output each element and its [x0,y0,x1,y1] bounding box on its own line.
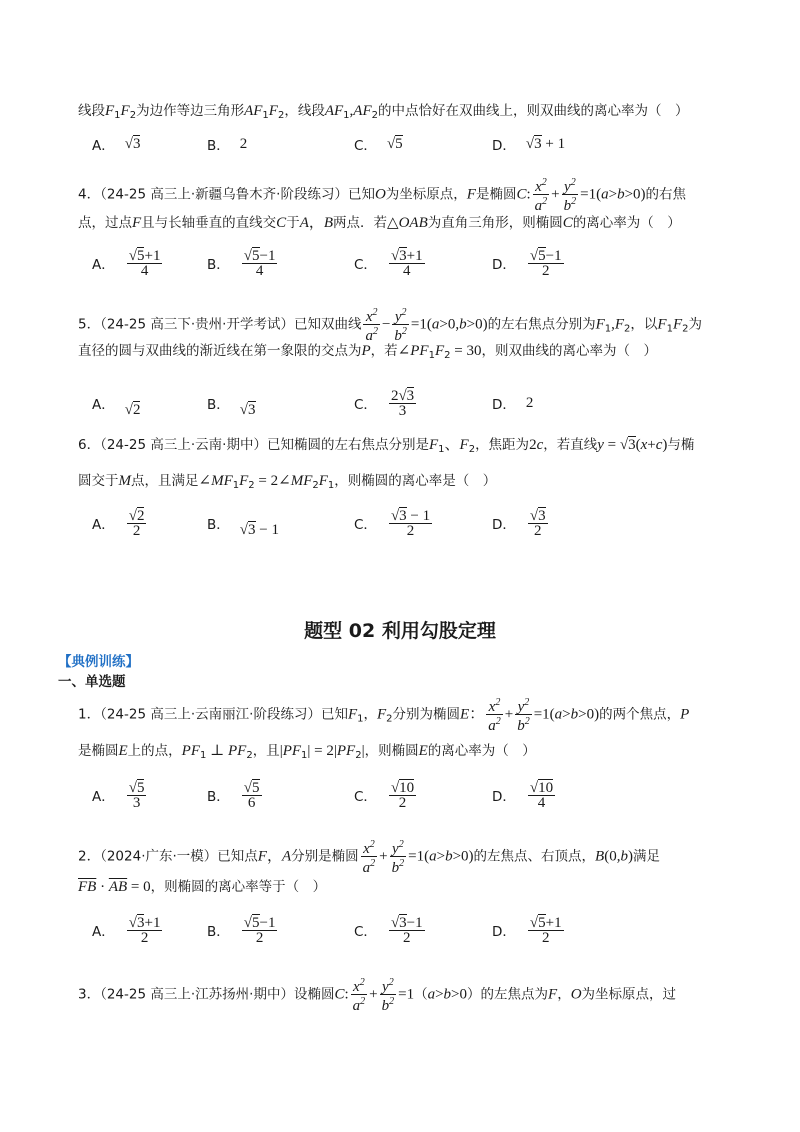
option-c[interactable]: C． $\frac{√3-1}{2}$ [354,914,423,946]
q6-line1: 6．（24-25 高三上·云南·期中）已知椭圆的左右焦点分别是$F_1$、$F_2$，焦距为2c，若直线y = √3(x+c)与椭 [78,437,695,455]
q6-options [92,503,712,543]
option-a[interactable]: A． $\frac{√2}{2}$ [92,507,145,539]
option-a[interactable]: A． $\frac{√5}{3}$ [92,779,145,811]
option-c[interactable]: C． $\frac{√3 - 1}{2}$ [354,507,431,539]
q6-line2: 圆交于M点，且满足$\angle MF_1F_2$ = $2\angle MF_2F_1$，则椭圆的离心率是（ ） [78,473,497,491]
option-c[interactable]: C． $\frac{√10}{2}$ [354,779,415,811]
option-a[interactable]: A． √2 [92,397,141,418]
option-a[interactable]: A． √3 [92,135,141,154]
section-subtitle: 一、单选题 [58,674,126,690]
q-prev-options [92,124,712,164]
q-prev-line1: 线段$F_1F_2$为边作等边三角形$AF_1F_2$，线段$AF_1,AF_2$的中点恰好在双曲线上，则双曲线的离心率为（ ） [78,103,689,121]
q5-options [92,383,712,423]
r2-line2: $\overline{FB} \cdot \overline{AB} = 0$，则椭圆的离心率等于（ ） [78,879,327,895]
option-c[interactable]: C． $\frac{2√3}{3}$ [354,387,415,419]
r1-line1: 1．（24-25 高三上·云南丽江·阶段练习）已知$F_1$，$F_2$分别为椭圆E： $\frac{x^2}{a^2}$ + $\frac{y^2}{b^2}$ =1(a>b>0)的两个焦点，P [78,697,690,734]
q5-line1: 5．（24-25 高三下·贵州·开学考试）已知双曲线 $\frac{x^2}{a^2}$ − $\frac{y^2}{b^2}$ =1(a>0,b>0)的左右焦点分别为$F_1,F_2$，以$F_1F_2$为 [78,307,703,344]
q4-line1: 4．（24-25 高三上·新疆乌鲁木齐·阶段练习）已知O为坐标原点，F是椭圆C: $\frac{x^2}{a^2}$ + $\frac{y^2}{b^2}$ =1(a>b>0)的右焦 [78,177,687,214]
option-b[interactable]: B． √3 [207,397,256,418]
text: 的中点恰好在双曲线上，则双曲线的离心率为（ ） [378,103,689,119]
option-d[interactable]: D． 2 [492,394,534,413]
option-b[interactable]: B． $\frac{√5-1}{2}$ [207,914,276,946]
option-d[interactable]: D． $\frac{√5+1}{2}$ [492,914,562,946]
option-a[interactable]: A． $\frac{√5+1}{4}$ [92,247,161,279]
option-b[interactable]: B． $\frac{√5}{6}$ [207,779,260,811]
section-title: 题型 02 利用勾股定理 [304,620,496,642]
option-b[interactable]: B． $\frac{√5-1}{4}$ [207,247,276,279]
option-c[interactable]: C． $\frac{√3+1}{4}$ [354,247,423,279]
option-d[interactable]: D． √3 + 1 [492,135,566,154]
option-d[interactable]: D． $\frac{√10}{4}$ [492,779,554,811]
r2-options [92,910,712,950]
r2-line1: 2．（2024·广东·一模）已知点F，A分别是椭圆 $\frac{x^2}{a^2}$ + $\frac{y^2}{b^2}$ =1(a>b>0)的左焦点、右顶点，B(0,b)满足 [78,839,660,876]
text: ，线段 [284,103,325,119]
section-tag: 【典例训练】 [58,654,139,670]
text: 为边作等边三角形 [136,103,245,119]
r1-options [92,775,712,815]
option-b[interactable]: B． 2 [207,135,248,154]
option-d[interactable]: D． $\frac{√5-1}{2}$ [492,247,562,279]
option-c[interactable]: C． √5 [354,135,403,154]
r1-line2: 是椭圆E上的点，$PF_1$ ⊥ $PF_2$，且$|PF_1| = 2|PF_2|$，则椭圆E的离心率为（ ） [78,743,536,761]
option-b[interactable]: B． √3 − 1 [207,517,279,538]
q5-line2: 直径的圆与双曲线的渐近线在第一象限的交点为P，若$\angle PF_1F_2 = 30$，则双曲线的离心率为（ ） [78,343,657,361]
option-d[interactable]: D． $\frac{√3}{2}$ [492,507,546,539]
r3-line1: 3．（24-25 高三上·江苏扬州·期中）设椭圆C: $\frac{x^2}{a^2}$ + $\frac{y^2}{b^2}$ =1（a>b>0）的左焦点为F，O为坐标原点，过 [78,977,677,1014]
text: 线段 [78,103,105,119]
q4-line2: 点，过点F且与长轴垂直的直线交C于A，B两点．若△OAB为直角三角形，则椭圆C的离心率为（ ） [78,215,681,231]
q4-options [92,243,712,283]
option-a[interactable]: A． $\frac{√3+1}{2}$ [92,914,161,946]
